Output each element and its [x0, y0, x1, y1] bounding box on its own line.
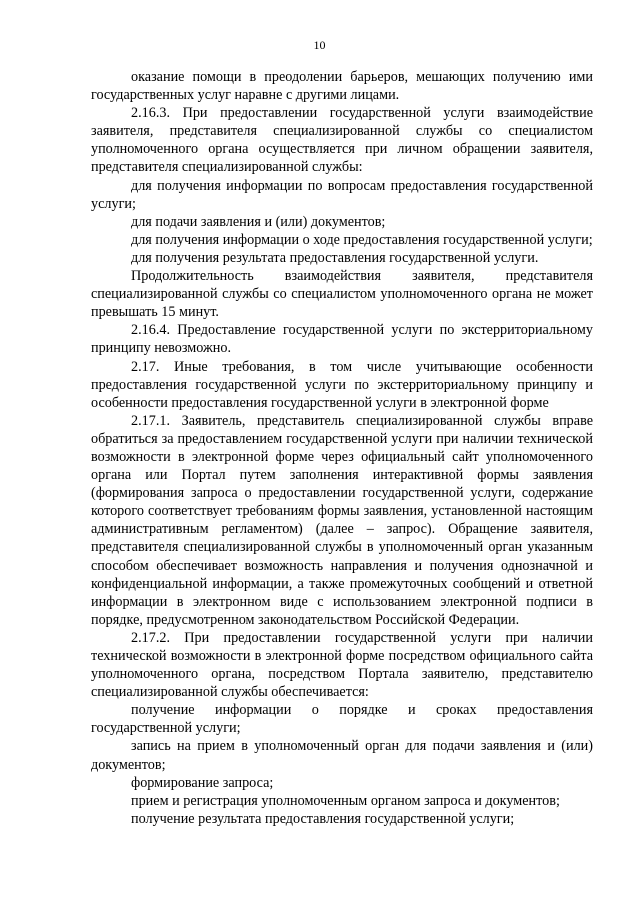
paragraph: формирование запроса; [131, 774, 274, 791]
paragraph: 2.17.2. При предоставлении государственной услуги при наличии технической возможности в электронной форме посредством официального сайта уполномоченного органа, посредством Портала заявителю, представителю специализированной службы обеспечивается: [91, 629, 593, 701]
paragraph: для получения информации о ходе предоставления государственной услуги; [131, 231, 593, 248]
paragraph: прием и регистрация уполномоченным органом запроса и документов; [131, 792, 560, 809]
paragraph: запись на прием в уполномоченный орган для подачи заявления и (или) документов; [91, 738, 593, 773]
page-number: 10 [313, 38, 326, 52]
paragraph: оказание помощи в преодолении барьеров, мешающих получению ими государственных услуг наравне с другими лицами. [91, 69, 593, 104]
paragraph: получение результата предоставления государственной услуги; [131, 810, 515, 827]
paragraph: 2.17.1. Заявитель, представитель специализированной службы вправе обратиться за предоставлением государственной услуги при наличии технической возможности в электронной форме через официальный сайт уполномоченного органа или Портал путем заполнения интерактивной формы заявления (формирования запроса о предоставлении государственной услуги, содержание которого соответствует требованиям формы заявления, установленной настоящим административным регламентом) (далее – запрос). Обращение заявителя, представителя специализированной службы в уполномоченный орган указанным способом обеспечивает возможность направления и получения однозначной и конфиденциальной информации, а также промежуточных сообщений и ответной информации в электронном виде с использованием электронной подписи в порядке, предусмотренном законодательством Российской Федерации. [91, 412, 593, 628]
paragraph: 2.17. Иные требования, в том числе учитывающие особенности предоставления государственной услуги по экстерриториальному принципу и особенности предоставления государственной услуги в электронной форме [91, 358, 593, 411]
paragraph: Продолжительность взаимодействия заявителя, представителя специализированной службы со специалистом уполномоченного органа не может превышать 15 минут. [91, 268, 593, 321]
paragraph: для подачи заявления и (или) документов; [131, 213, 386, 230]
paragraph: для получения результата предоставления государственной услуги. [131, 249, 539, 266]
paragraph: 2.16.4. Предоставление государственной услуги по экстерриториальному принципу невозможно. [91, 322, 593, 357]
paragraph: 2.16.3. При предоставлении государственной услуги взаимодействие заявителя, представителя специализированной службы со специалистом уполномоченного органа осуществляется при личном обращении заявителя, представителя специализированной службы: [91, 105, 593, 176]
document-body [91, 68, 593, 828]
paragraph: для получения информации по вопросам предоставления государственной услуги; [91, 177, 593, 212]
paragraph: получение информации о порядке и сроках предоставления государственной услуги; [91, 702, 593, 737]
